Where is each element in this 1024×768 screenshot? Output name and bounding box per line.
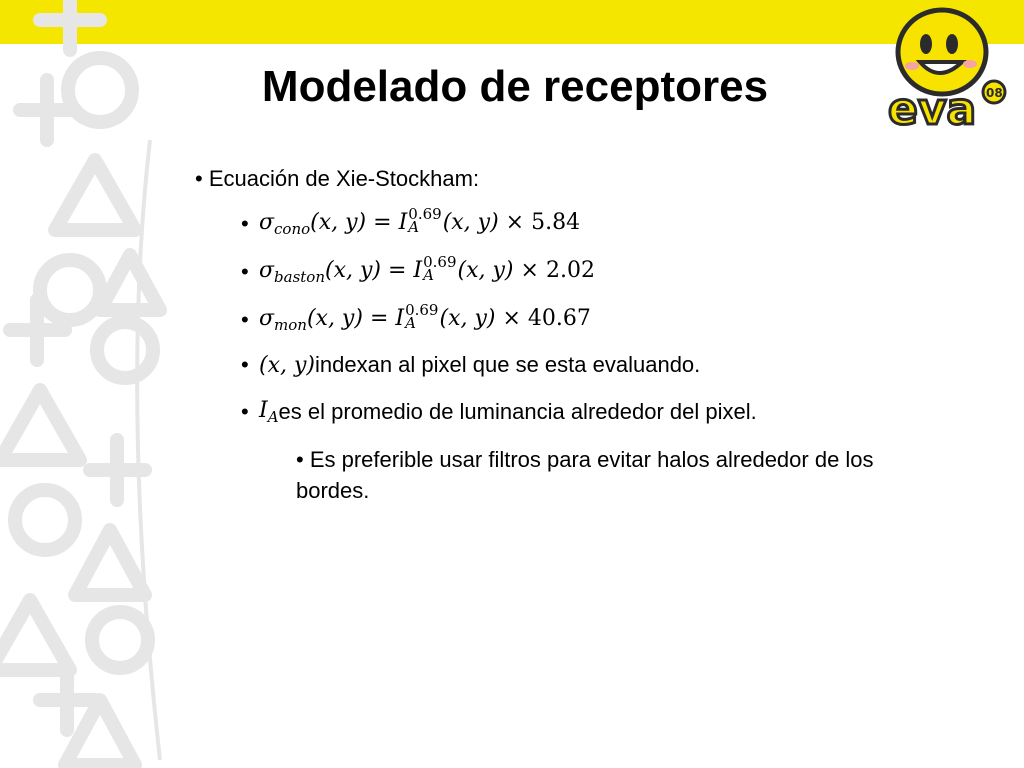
bullet-ia-text: es el promedio de luminancia alrededor del pixel. — [278, 399, 757, 424]
bullet-formula-baston — [241, 253, 595, 286]
decorative-shapes-pattern — [0, 0, 175, 768]
bullet-formula-cono — [241, 205, 581, 238]
formula-baston: $\sigma_{baston}(x$, y) = I 0.69 A (x, y) × 2.02 — [259, 253, 595, 286]
logo-badge: 08 — [986, 86, 1003, 100]
bullet-dot: • — [241, 259, 249, 284]
symbol-xy: (x, y) — [259, 352, 315, 378]
bullet-ia-definition — [241, 398, 757, 426]
bullet-xy-text: indexan al pixel que se esta evaluando. — [315, 352, 701, 377]
bullet-dot: • — [241, 307, 249, 332]
logo-wordmark: eva — [888, 84, 977, 130]
bullet-dot: • — [241, 211, 249, 236]
formula-cono: $\sigma_{cono}(x$, y) = I 0.69 A (x, y) × 5.84 — [259, 205, 581, 238]
bullet-filters-note: • Es preferible usar filtros para evitar halos alrededor de los bordes. — [296, 447, 874, 503]
bullet-dot: • — [241, 399, 249, 424]
slide-title: Modelado de receptores — [261, 62, 769, 111]
formula-mon: $\sigma_{mon}(x$, y) = I 0.69 A (x, y) × 40.67 — [259, 301, 591, 334]
bullet-dot: • — [241, 352, 249, 377]
bullet-xy-index — [241, 352, 700, 378]
symbol-ia: $I_A$ — [259, 398, 279, 426]
bullet-xie-stockham: • Ecuación de Xie-Stockham: — [195, 166, 480, 191]
bullet-formula-mon — [241, 301, 591, 334]
